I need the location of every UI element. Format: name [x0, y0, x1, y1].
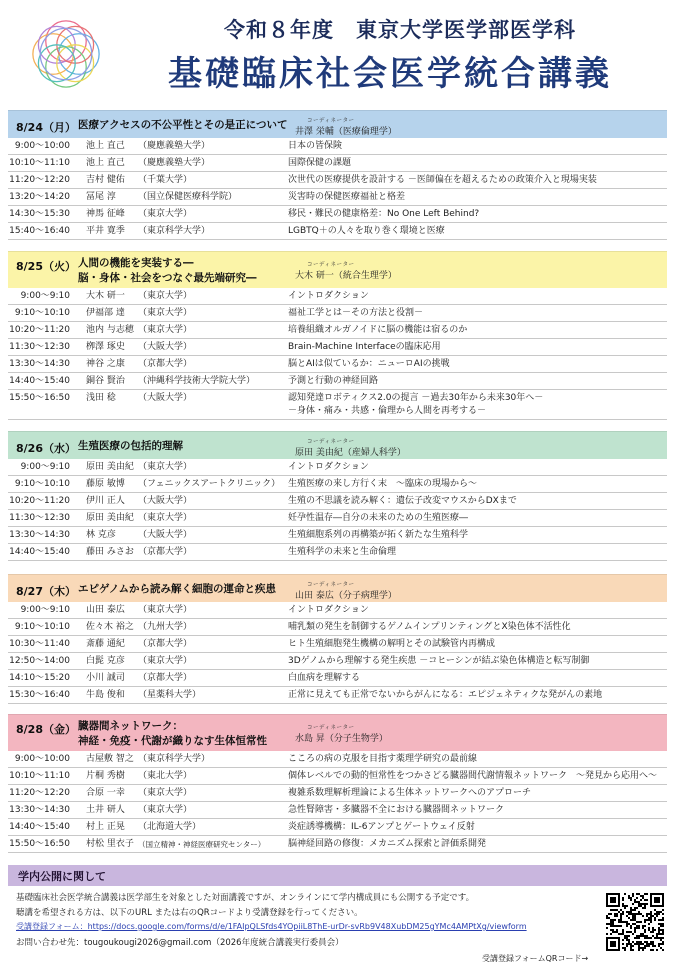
registration-link-url[interactable]: https://docs.google.com/forms/d/e/1FAIpQLSfds4YOpiiL8ThE-urDr-svRb9V48XubDM25gYMc4AMPtXg/viewform — [87, 922, 527, 931]
session-topic: 脳とAIは似ているか：ニューロAIの挑戦 — [288, 359, 450, 369]
session-topic: 妊孕性温存―自分の未来のための生殖医療― — [288, 513, 469, 523]
session-speaker: 村松 里衣子 — [86, 839, 134, 849]
session-speaker: 藤原 敏博 — [86, 479, 125, 489]
coordinator-role: コーディネーター — [307, 582, 355, 588]
coordinator-role: コーディネーター — [307, 118, 355, 124]
session-speaker: 合原 一幸 — [86, 788, 125, 798]
session-row — [8, 288, 667, 305]
day-title-line: 医療アクセスの不公平性とその是正について — [78, 119, 288, 131]
session-row — [8, 476, 667, 493]
session-time: 9:00～9:10 — [20, 291, 70, 301]
day-title-line: 人間の機能を実装する― — [78, 257, 194, 269]
session-topic: 正常に見えても正常でないからがんになる：エピジェネティクな発がんの素地 — [288, 690, 603, 700]
session-row — [8, 305, 667, 322]
session-time: 14:10～15:20 — [9, 673, 70, 683]
day-section — [8, 574, 667, 704]
session-time: 12:50～14:00 — [9, 656, 70, 666]
session-topic: 次世代の医療提供を設計する －医師偏在を超えるための政策介入と現場実装 — [288, 175, 597, 185]
session-row — [8, 206, 667, 223]
session-row — [8, 459, 667, 476]
session-topic: 生殖細胞系列の再構築が拓く新たな生殖科学 — [288, 530, 469, 540]
session-row — [8, 510, 667, 527]
session-time: 9:00～10:00 — [14, 754, 70, 764]
session-speaker: 栁澤 琢史 — [86, 342, 125, 352]
session-topic: Brain-Machine Interfaceの臨床応用 — [288, 342, 441, 352]
session-row — [8, 636, 667, 653]
session-time: 10:20～11:20 — [9, 496, 70, 506]
public-section-header — [8, 865, 667, 886]
session-time: 15:40～16:40 — [9, 226, 70, 236]
session-speaker: 片桐 秀樹 — [86, 771, 125, 781]
session-affiliation: （京都大学） — [138, 639, 193, 649]
session-affiliation: （大阪大学） — [138, 530, 193, 540]
page-title: 基礎臨床社会医学統合講義 — [168, 54, 612, 94]
session-row — [8, 836, 667, 853]
session-speaker: 山田 泰広 — [86, 605, 125, 615]
session-affiliation: （星薬科大学） — [138, 690, 202, 700]
session-row — [8, 619, 667, 636]
day-date: 8/26（水） — [16, 442, 76, 455]
session-time: 9:10～10:10 — [14, 479, 70, 489]
session-topic: 予測と行動の神経回路 — [288, 376, 379, 386]
session-time: 9:10～10:10 — [14, 308, 70, 318]
session-speaker: 大木 研一 — [86, 291, 125, 301]
session-row — [8, 356, 667, 373]
rainbow-circles-logo-icon — [20, 8, 112, 100]
session-topic: LGBTQ＋の人々を取り巻く環境と医療 — [288, 226, 445, 236]
session-speaker: 小川 誠司 — [86, 673, 125, 683]
session-speaker: 冨尾 淳 — [86, 192, 116, 202]
session-speaker: 斎藤 通紀 — [86, 639, 125, 649]
day-title-line: エピゲノムから読み解く細胞の運命と疾患 — [78, 583, 277, 595]
session-affiliation: （大阪大学） — [138, 393, 193, 403]
day-section — [8, 431, 667, 561]
public-info-line1: 基礎臨床社会医学統合講義は医学部生を対象とした対面講義ですが、オンラインにて学内構成員にも公開する予定です。 — [16, 893, 475, 903]
session-topic: こころの病の克服を目指す薬理学研究の最前線 — [288, 754, 478, 764]
day-section — [8, 714, 667, 853]
session-affiliation: （東京大学） — [138, 325, 193, 335]
session-speaker: 吉村 健佑 — [86, 175, 125, 185]
session-affiliation: （フェニックスアートクリニック） — [138, 479, 281, 489]
session-affiliation: （京都大学） — [138, 547, 193, 557]
session-affiliation: （東京大学） — [138, 291, 193, 301]
session-time: 9:00～9:10 — [20, 605, 70, 615]
coordinator-name: 水島 昇（分子生物学） — [295, 734, 388, 744]
day-title-line: 生殖医療の包括的理解 — [78, 440, 183, 452]
session-time: 13:30～14:30 — [9, 359, 70, 369]
session-time: 15:50～16:50 — [9, 393, 70, 403]
day-title-line: 臓器間ネットワーク： — [78, 720, 183, 732]
session-list — [8, 138, 667, 240]
session-row — [8, 802, 667, 819]
session-list — [8, 602, 667, 704]
session-speaker: 白髭 克彦 — [86, 656, 125, 666]
session-speaker: 原田 美由紀 — [86, 513, 134, 523]
session-topic: ヒト生殖細胞発生機構の解明とその試験管内再構成 — [288, 639, 496, 649]
session-affiliation: （東京科学大学） — [138, 226, 211, 236]
session-time: 14:40～15:40 — [9, 547, 70, 557]
session-affiliation: （東京大学） — [138, 308, 193, 318]
session-speaker: 神馬 征峰 — [86, 209, 125, 219]
coordinator-role: コーディネーター — [307, 439, 355, 445]
session-speaker: 銅谷 賢治 — [86, 376, 125, 386]
session-affiliation: （慶應義塾大学） — [138, 158, 211, 168]
session-time: 11:20～12:20 — [9, 175, 70, 185]
session-speaker: 佐々木 裕之 — [86, 622, 134, 632]
session-affiliation: （京都大学） — [138, 359, 193, 369]
coordinator-role: コーディネーター — [307, 725, 355, 731]
session-topic: 急性腎障害・多臓器不全における臓器間ネットワーク — [288, 805, 505, 815]
session-affiliation: （沖縄科学技術大学院大学） — [138, 376, 256, 386]
coordinator-role: コーディネーター — [307, 262, 355, 268]
day-section — [8, 110, 667, 240]
session-speaker: 藤田 みさお — [86, 547, 134, 557]
session-speaker: 村上 正晃 — [86, 822, 125, 832]
session-topic: 炎症誘導機構：IL-6アンプとゲートウェイ反射 — [288, 822, 475, 832]
session-topic: 培養組織オルガノイドに脳の機能は宿るのか — [288, 325, 468, 335]
session-time: 10:10～11:10 — [9, 158, 70, 168]
session-row — [8, 322, 667, 339]
session-topic: 認知発達ロボティクス2.0の提言 －過去30年から未来30年へ－ — [288, 393, 544, 403]
day-title-line: 脳・身体・社会をつなぐ最先端研究― — [78, 272, 257, 284]
session-time: 10:30～11:40 — [9, 639, 70, 649]
session-time: 14:30～15:30 — [9, 209, 70, 219]
session-time: 15:50～16:50 — [9, 839, 70, 849]
session-time: 13:30～14:30 — [9, 530, 70, 540]
qr-code-icon[interactable] — [606, 893, 664, 951]
coordinator-name: 井澤 栄輔（医療倫理学） — [295, 127, 397, 137]
qr-caption: 受講登録フォームQRコード→ — [482, 954, 589, 963]
session-row — [8, 390, 667, 420]
session-topic: 個体レベルでの動的恒常性をつかさどる臓器間代謝情報ネットワーク ～発見から応用へ～ — [288, 771, 658, 781]
day-date: 8/28（金） — [16, 723, 76, 736]
registration-link[interactable] — [16, 921, 527, 932]
session-time: 10:20～11:20 — [9, 325, 70, 335]
session-topic: イントロダクション — [288, 605, 369, 615]
session-row — [8, 544, 667, 561]
session-affiliation: （東京大学） — [138, 513, 193, 523]
day-header — [8, 431, 667, 459]
session-row — [8, 189, 667, 206]
session-affiliation: （東京大学） — [138, 462, 193, 472]
session-topic: 生殖科学の未来と生命倫理 — [288, 547, 397, 557]
session-topic: 国際保健の課題 — [288, 158, 352, 168]
session-time: 9:00～10:00 — [14, 141, 70, 151]
day-header — [8, 110, 667, 138]
session-time: 11:30～12:30 — [9, 513, 70, 523]
session-row — [8, 768, 667, 785]
session-speaker: 伊川 正人 — [86, 496, 125, 506]
session-row — [8, 138, 667, 155]
session-topic: 複雑系数理解析理論による生体ネットワークへのアプローチ — [288, 788, 532, 798]
session-time: 11:20～12:20 — [9, 788, 70, 798]
session-topic: 脳神経回路の修復：メカニズム探索と評価系開発 — [288, 839, 487, 849]
session-time: 10:10～11:10 — [9, 771, 70, 781]
session-row — [8, 339, 667, 356]
session-speaker: 池上 直己 — [86, 158, 125, 168]
session-time: 14:40～15:40 — [9, 822, 70, 832]
session-speaker: 林 克彦 — [86, 530, 116, 540]
day-header — [8, 251, 667, 288]
contact-line: お問い合わせ先：tougoukougi2026@gmail.com（2026年度統合講義実行委員会） — [16, 938, 344, 948]
session-row — [8, 653, 667, 670]
session-row — [8, 493, 667, 510]
session-affiliation: （国立保健医療科学院） — [138, 192, 238, 202]
session-affiliation: （大阪大学） — [138, 496, 193, 506]
session-affiliation: （九州大学） — [138, 622, 193, 632]
day-date: 8/24（月） — [16, 121, 76, 134]
session-affiliation: （東京大学） — [138, 209, 193, 219]
session-speaker: 古屋敷 智之 — [86, 754, 134, 764]
session-row — [8, 527, 667, 544]
page-subtitle: 令和８年度 東京大学医学部医学科 — [224, 17, 576, 42]
day-date: 8/27（木） — [16, 585, 76, 598]
session-time: 9:00～9:10 — [20, 462, 70, 472]
session-speaker: 平井 寛季 — [86, 226, 125, 236]
registration-link-label: 受講登録フォーム： — [16, 922, 88, 931]
session-topic: 哺乳類の発生を制御するゲノムインプリンティングとX染色体不活性化 — [288, 622, 571, 632]
session-time: 9:10～10:10 — [14, 622, 70, 632]
session-speaker: 伊福部 達 — [86, 308, 125, 318]
session-row — [8, 751, 667, 768]
session-row — [8, 223, 667, 240]
session-speaker: 池内 与志穂 — [86, 325, 134, 335]
session-affiliation: （東京大学） — [138, 788, 193, 798]
session-row — [8, 373, 667, 390]
session-row — [8, 785, 667, 802]
session-topic: イントロダクション — [288, 291, 369, 301]
session-row — [8, 670, 667, 687]
session-row — [8, 819, 667, 836]
session-affiliation: （東京大学） — [138, 605, 193, 615]
session-topic: 日本の皆保険 — [288, 141, 343, 151]
session-row — [8, 602, 667, 619]
session-list — [8, 459, 667, 561]
session-list — [8, 751, 667, 853]
coordinator-name: 原田 美由紀（産婦人科学） — [295, 448, 406, 458]
day-date: 8/25（火） — [16, 260, 76, 273]
session-speaker: 浅田 稔 — [86, 393, 116, 403]
session-row — [8, 687, 667, 704]
session-speaker: 原田 美由紀 — [86, 462, 134, 472]
session-row — [8, 155, 667, 172]
session-time: 13:20～14:20 — [9, 192, 70, 202]
session-affiliation: （東京大学） — [138, 805, 193, 815]
public-info-line2: 聴講を希望される方は、以下のURL または右のQRコードより受講登録を行ってください。 — [16, 908, 363, 918]
session-affiliation: （国立精神・神経医療研究センター） — [138, 840, 266, 849]
session-topic: 福祉工学とは－その方法と役割－ — [288, 308, 424, 318]
session-topic: イントロダクション — [288, 462, 369, 472]
session-speaker: 土井 研人 — [86, 805, 125, 815]
session-list — [8, 288, 667, 420]
session-affiliation: （北海道大学） — [138, 822, 202, 832]
day-section — [8, 251, 667, 420]
session-time: 13:30～14:30 — [9, 805, 70, 815]
day-title-line: 神経・免疫・代謝が織りなす生体恒常性 — [78, 735, 267, 747]
session-affiliation: （東京大学） — [138, 656, 193, 666]
session-affiliation: （千葉大学） — [138, 175, 193, 185]
session-topic: 災害時の保健医療福祉と格差 — [288, 192, 406, 202]
session-row — [8, 172, 667, 189]
session-time: 15:30～16:40 — [9, 690, 70, 700]
session-topic: 生殖の不思議を読み解く：遺伝子改変マウスからDXまで — [288, 496, 517, 506]
session-affiliation: （大阪大学） — [138, 342, 193, 352]
coordinator-name: 山田 泰広（分子病理学） — [295, 591, 397, 601]
coordinator-name: 大木 研一（統合生理学） — [295, 271, 397, 281]
session-speaker: 神谷 之康 — [86, 359, 125, 369]
public-section-title: 学内公開に関して — [18, 870, 106, 883]
day-header — [8, 714, 667, 751]
session-time: 11:30～12:30 — [9, 342, 70, 352]
session-topic: 白血病を理解する — [288, 673, 361, 683]
session-topic: 生殖医療の来し方行く末 ～臨床の現場から～ — [288, 479, 478, 489]
session-topic-continued: －身体・痛み・共感・倫理から人間を再考する－ — [288, 406, 487, 416]
day-header — [8, 574, 667, 602]
session-affiliation: （京都大学） — [138, 673, 193, 683]
session-affiliation: （東京科学大学） — [138, 754, 211, 764]
header — [0, 0, 675, 100]
session-topic: 移民・難民の健康格差：No One Left Behind? — [288, 209, 480, 219]
session-affiliation: （慶應義塾大学） — [138, 141, 211, 151]
session-affiliation: （東北大学） — [138, 771, 193, 781]
session-speaker: 池上 直己 — [86, 141, 125, 151]
session-speaker: 牛島 俊和 — [86, 690, 125, 700]
session-time: 14:40～15:40 — [9, 376, 70, 386]
session-topic: 3Dゲノムから理解する発生疾患 －コヒーシンが結ぶ染色体構造と転写制御 — [288, 656, 590, 666]
